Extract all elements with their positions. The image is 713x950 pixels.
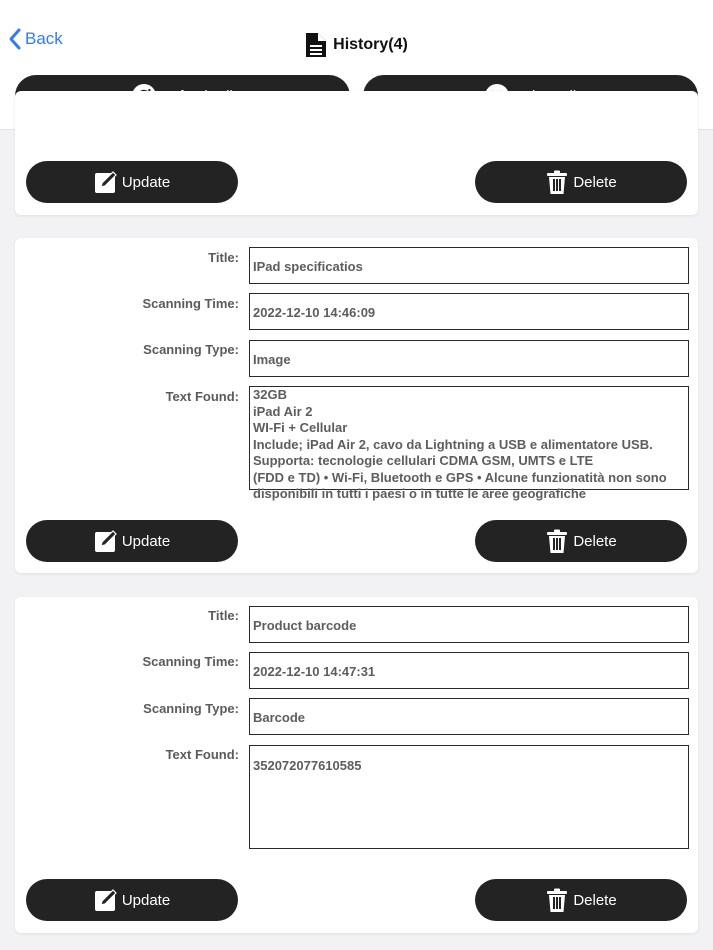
scanning-time-field[interactable]: 2022-12-10 14:47:31 — [249, 652, 689, 689]
edit-icon — [94, 529, 118, 553]
delete-label: Delete — [573, 532, 617, 550]
trash-icon — [545, 170, 569, 194]
back-label: Back — [25, 29, 63, 48]
title-label: Title: — [208, 608, 239, 623]
scanning-time-label: Scanning Time: — [142, 296, 239, 311]
history-list[interactable] — [0, 131, 713, 950]
trash-icon — [545, 888, 569, 912]
scanning-time-field[interactable]: 2022-12-10 14:46:09 — [249, 293, 689, 330]
text-found-label: Text Found: — [165, 747, 239, 762]
delete-label: Delete — [573, 891, 617, 909]
text-found-field[interactable]: 352072077610585 — [249, 745, 689, 849]
history-card — [15, 597, 698, 933]
edit-icon — [94, 888, 118, 912]
update-button[interactable] — [26, 520, 238, 562]
update-button[interactable] — [26, 879, 238, 921]
delete-label: Delete — [573, 173, 617, 191]
scanning-type-label: Scanning Type: — [143, 701, 239, 716]
scanning-type-label: Scanning Type: — [143, 342, 239, 357]
scanning-type-field[interactable]: Barcode — [249, 698, 689, 735]
text-found-field[interactable]: 32GB iPad Air 2 WI-Fi + Cellular Include; iPad Air 2, cavo da Lightning a USB e alimentatore USB. Supporta: tecnologie cellulari CDMA GSM, UMTS e LTE (FDD e TD) • Wi-Fi, Bluetooth e GPS • Alcune funzionatità non sono disponibili in tutti i paesi o in tutte le aree geografiche — [249, 386, 689, 490]
page-title: History(4) — [333, 36, 408, 53]
delete-button[interactable] — [475, 520, 687, 562]
history-card — [15, 91, 698, 215]
update-label: Update — [121, 532, 171, 550]
title-field[interactable]: Product barcode — [249, 606, 689, 643]
delete-button[interactable] — [475, 879, 687, 921]
document-icon — [305, 32, 327, 58]
delete-button[interactable] — [475, 161, 687, 203]
scanning-type-field[interactable]: Image — [249, 340, 689, 377]
edit-icon — [94, 170, 118, 194]
history-card — [15, 238, 698, 573]
scanning-time-label: Scanning Time: — [142, 654, 239, 669]
text-found-label: Text Found: — [165, 389, 239, 404]
page-title-group — [0, 32, 713, 58]
trash-icon — [545, 529, 569, 553]
update-label: Update — [121, 173, 171, 191]
title-field[interactable]: IPad specificatios — [249, 247, 689, 284]
update-button[interactable] — [26, 161, 238, 203]
update-label: Update — [121, 891, 171, 909]
title-label: Title: — [208, 250, 239, 265]
